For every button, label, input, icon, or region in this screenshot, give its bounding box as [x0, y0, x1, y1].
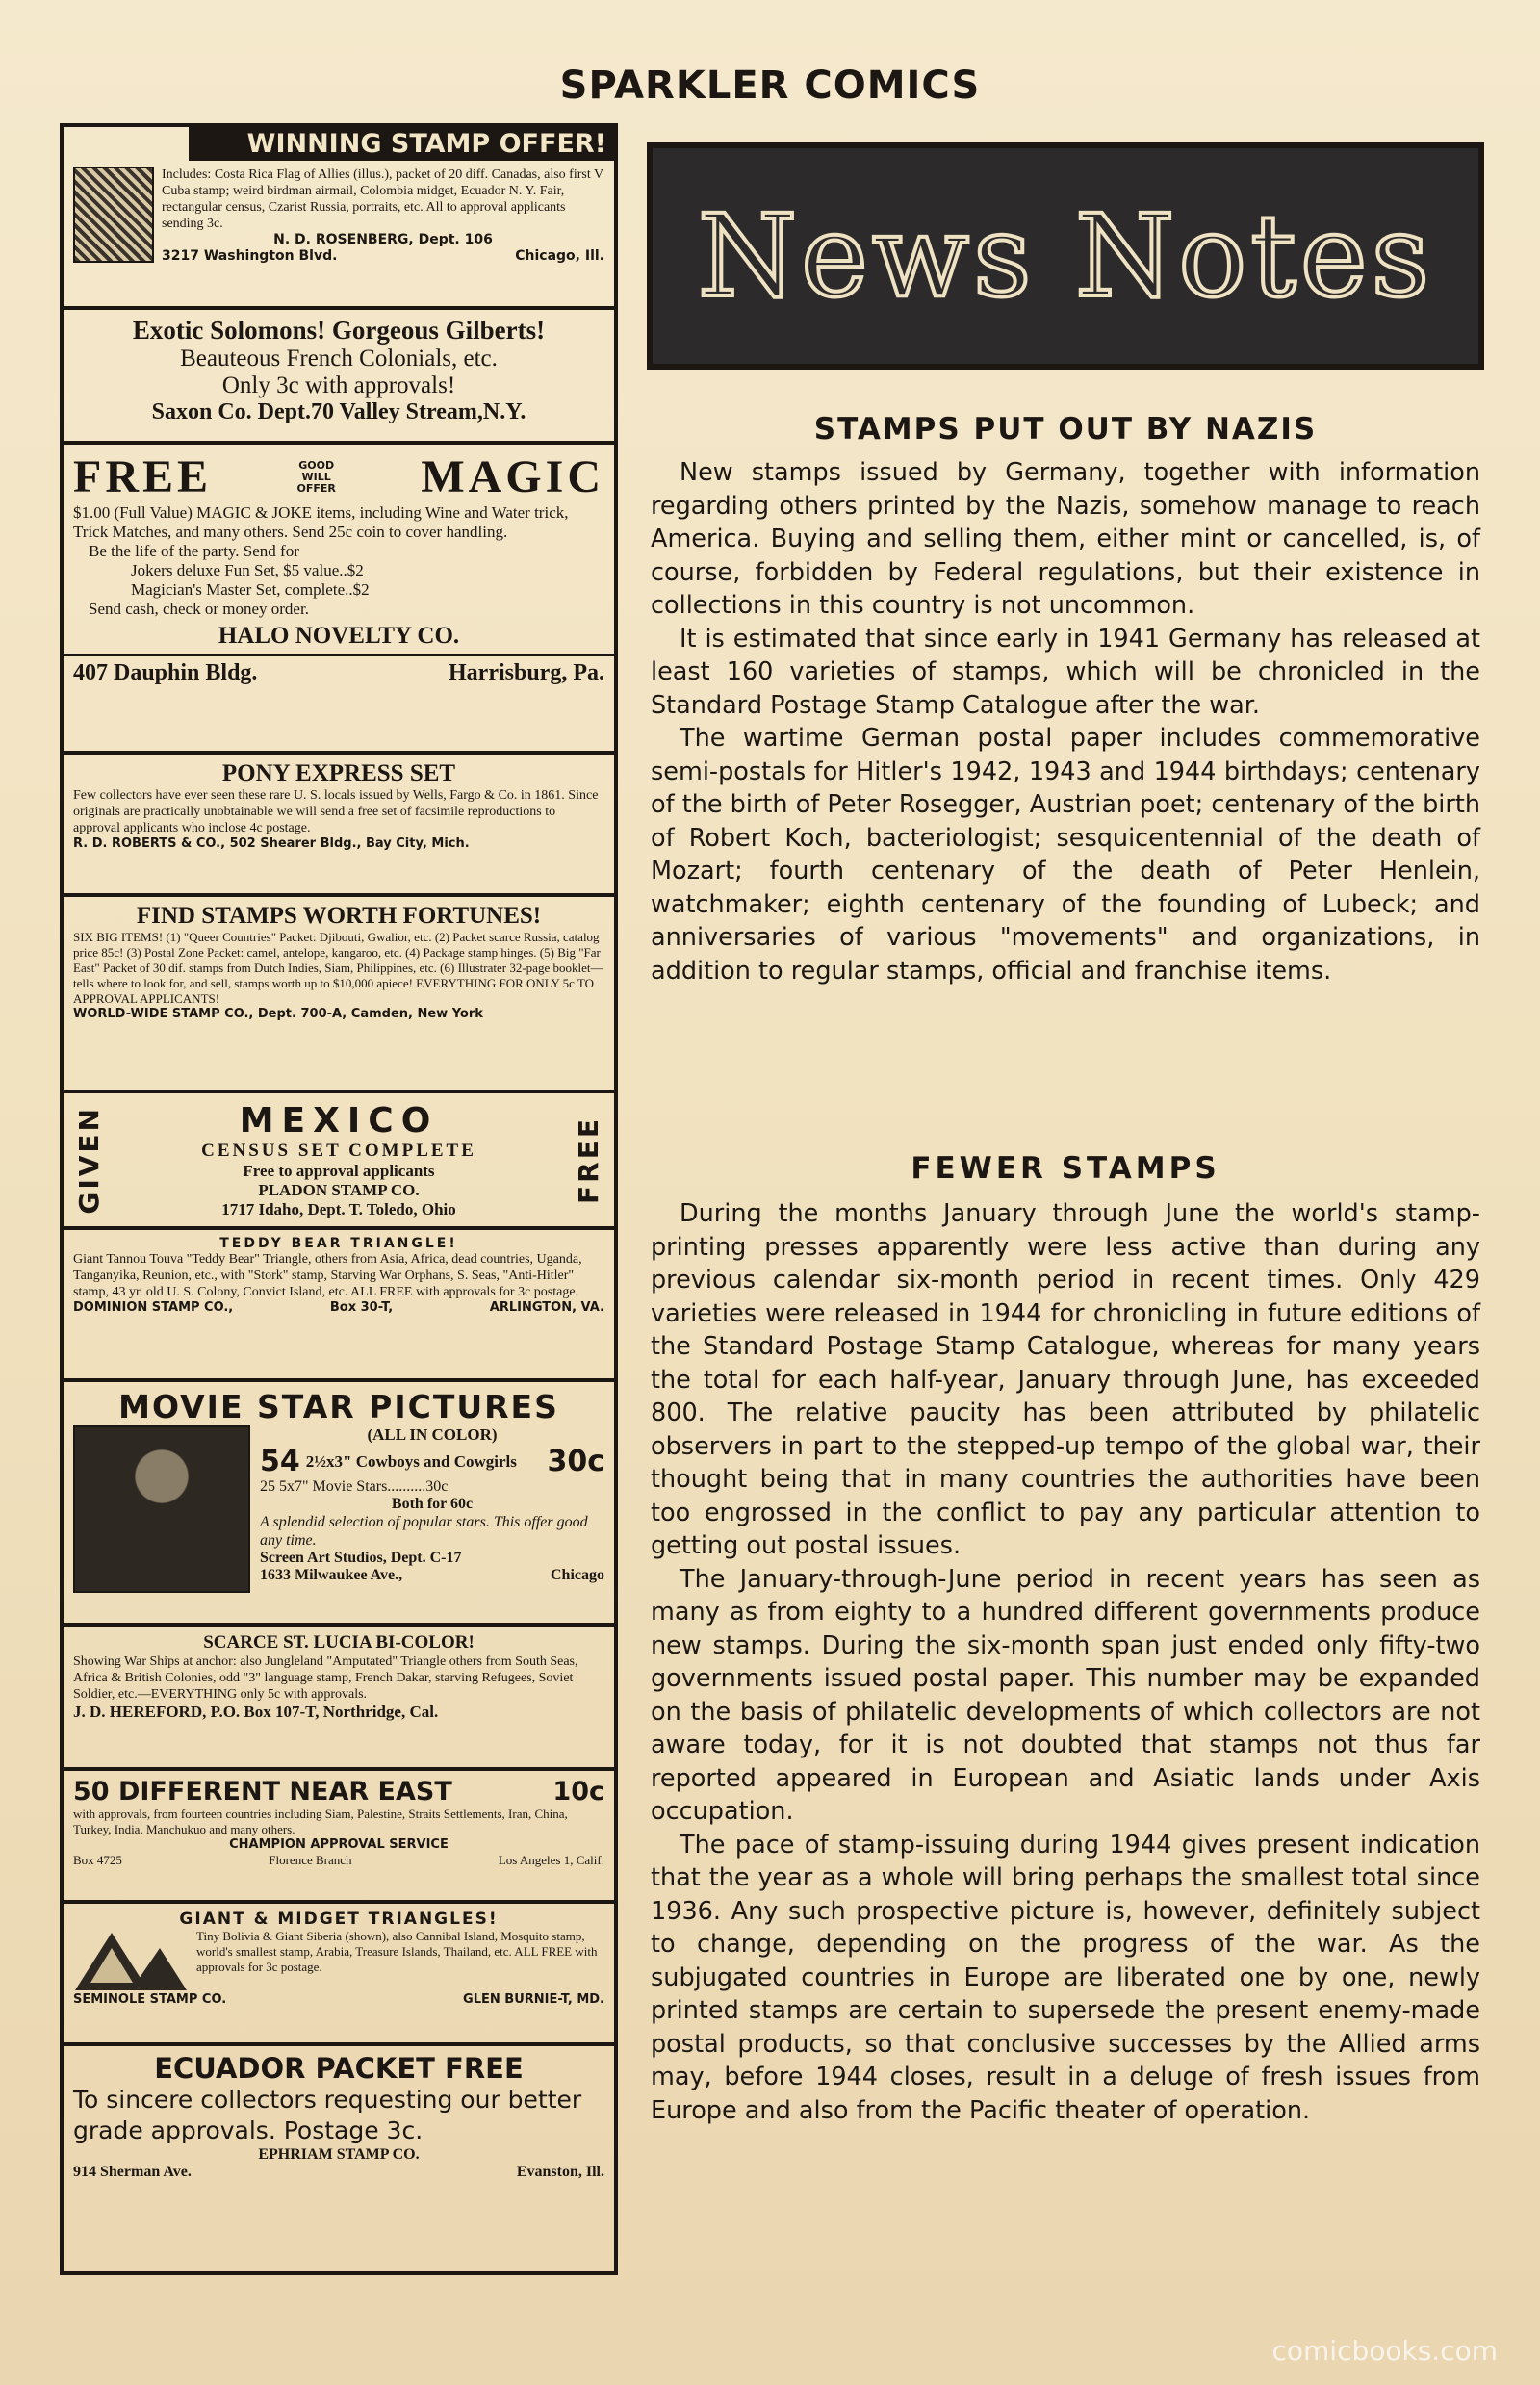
article-fewer-stamps: [651, 1151, 1480, 2127]
ad-company: CHAMPION APPROVAL SERVICE: [229, 1837, 449, 1852]
news-notes-banner: [647, 142, 1484, 370]
ad-address: 1633 Milwaukee Ave.,: [260, 1567, 403, 1583]
ad-title: PONY EXPRESS SET: [221, 760, 456, 786]
ad-column: [60, 123, 618, 2275]
ad-city: Chicago: [551, 1567, 604, 1583]
ad-subtitle: (ALL IN COLOR): [367, 1425, 498, 1444]
ad-line: Beauteous French Colonials, etc.: [180, 346, 498, 372]
ad-body: Showing War Ships at anchor: also Jungleland "Amputated" Triangle others from South Seas, Africa & British Colonies, odd "3" language stamp, French Dakar, starving Refugees, Soviet Soldier, etc.—EVERYTHING only 5c with approvals.: [73, 1654, 578, 1702]
ad-triangles: [64, 1904, 614, 2046]
triangle-stamps-icon: [73, 1929, 189, 1992]
ad-goodwill: GOOD WILL OFFER: [296, 458, 336, 495]
ad-line: Saxon Co. Dept.70 Valley Stream,N.Y.: [151, 399, 526, 424]
ad-price: 10c: [552, 1777, 604, 1807]
ad-fortunes: [64, 897, 614, 1093]
masthead: SPARKLER COMICS: [559, 64, 981, 108]
article-paragraph: New stamps issued by Germany, together with information regarding others printed by the Nazis, somehow manage to reach America. Buying and selling them, either mint or cancelled, is, of course, forbidden by Federal regulations, but their existence in collections in this country is not uncommon.: [651, 458, 1480, 620]
ad-title: FIND STAMPS WORTH FORTUNES!: [136, 903, 542, 929]
ad-title: GIANT & MIDGET TRIANGLES!: [179, 1910, 499, 1929]
ad-mexico: [64, 1093, 614, 1230]
ad-saxon: [64, 310, 614, 445]
ad-branch: Florence Branch: [269, 1853, 352, 1867]
ad-promo: A splendid selection of popular stars. This offer good any time.: [260, 1514, 588, 1549]
ad-body: $1.00 (Full Value) MAGIC & JOKE items, including Wine and Water trick, Trick Matches, and many others. Send 25c coin to cover handling.: [73, 503, 569, 541]
ad-item: Magician's Master Set, complete..$2: [131, 580, 370, 599]
ad-company: WORLD-WIDE STAMP CO., Dept. 700-A, Camden, New York: [73, 1007, 483, 1021]
ad-both: Both for 60c: [391, 1496, 474, 1512]
ad-body: Giant Tannou Touva "Teddy Bear" Triangle, others from Asia, Africa, dead countries, Uganda, Tanganyika, Reunion, etc., with "Stork" stamp, Starving War Orphans, S. Seas, "Anti-Hitler" stamp, 43 yr. old U. S. Colony, Convict Island, etc. ALL FREE with approvals for 3c postage.: [73, 1252, 582, 1299]
ad-line: CENSUS SET COMPLETE: [201, 1140, 476, 1161]
ad-title: MEXICO: [239, 1100, 439, 1141]
news-notes-title: News Notes: [697, 190, 1434, 322]
ad-body: with approvals, from fourteen countries including Siam, Palestine, Straits Settlements, Iran, China, Turkey, India, Manchukuo and many others.: [73, 1807, 568, 1836]
ad-title: MOVIE STAR PICTURES: [118, 1388, 559, 1425]
ad-company: J. D. HEREFORD, P.O. Box 107-T, Northridge, Cal.: [73, 1703, 439, 1721]
ad-company: SEMINOLE STAMP CO.: [73, 1992, 227, 2007]
ad-company: N. D. ROSENBERG, Dept. 106: [273, 232, 493, 247]
ad-title: TEDDY BEAR TRIANGLE!: [219, 1236, 458, 1251]
cowboy-photo: [73, 1425, 250, 1593]
ad-free: FREE: [573, 1116, 604, 1204]
ad-city: Harrisburg, Pa.: [449, 660, 604, 685]
ad-city: ARLINGTON, VA.: [489, 1300, 604, 1315]
ad-box: Box 4725: [73, 1853, 122, 1867]
ad-teddy-bear: [64, 1230, 614, 1382]
ad-magic: [64, 445, 614, 755]
article-paragraph: The wartime German postal paper includes commemorative semi-postals for Hitler's 1942, 1943 and 1944 birthdays; centenary of the birth of Peter Rosegger, Austrian poet; centenary of the birth of Robert Koch, bacteriologist; sesquicentennial of the death of Mozart; fourth centenary of the death of Peter Henlein, watchmaker; eighth centenary of the founding of Lubeck; and anniversaries of various "movements" and organizations, in addition to regular stamps, official and franchise items.: [651, 724, 1480, 986]
ad-given: GIVEN: [73, 1105, 105, 1215]
ad-price: 30c: [547, 1445, 604, 1478]
ad-num: 54: [260, 1445, 300, 1478]
ad-company: DOMINION STAMP CO.,: [73, 1300, 234, 1315]
ad-company: R. D. ROBERTS & CO., 502 Shearer Bldg., Bay City, Mich.: [73, 836, 470, 851]
ad-company: HALO NOVELTY CO.: [218, 623, 460, 649]
ad-winning-stamp: [64, 127, 614, 310]
article-heading: STAMPS PUT OUT BY NAZIS: [813, 412, 1318, 447]
ad-city: Evanston, Ill.: [516, 2164, 604, 2180]
ad-item: Jokers deluxe Fun Set, $5 value..$2: [131, 561, 364, 579]
ad-line: PLADON STAMP CO.: [258, 1180, 420, 1199]
article-nazi-stamps: [651, 412, 1480, 987]
ad-address: 3217 Washington Blvd.: [162, 248, 338, 264]
article-paragraph: During the months January through June the world's stamp-printing presses apparently were less active than during any previous calendar six-month period in recent times. Only 429 varieties were released in 1944 for chronicling in future editions of the Standard Postage Stamp Catalogue, whereas for many years the total for each half-year, January through June, has exceeded 800. The relative paucity has been attributed by philatelic observers in part to the stepped-up tempo of the global war, their thought being that in many countries the authorities have been too engrossed in the conflict to pay any particular attention to getting out postal issues.: [651, 1199, 1480, 1560]
ad-body: Few collectors have ever seen these rare U. S. locals issued by Wells, Fargo & Co. in 1861. Since originals are practically unobtainable we will send a free set of facsimile reproductions to approval applicants who inclose 4c postage.: [73, 788, 599, 835]
ad-city: Chicago, Ill.: [515, 248, 604, 264]
ad-address: 407 Dauphin Bldg.: [73, 660, 258, 685]
ad-body: Tiny Bolivia & Giant Siberia (shown), also Cannibal Island, Mosquito stamp, world's smallest stamp, Arabia, Treasure Islands, Thailand, etc. ALL FREE with approvals for 3c postage.: [196, 1929, 598, 1974]
ad-item: 25 5x7" Movie Stars..........30c: [260, 1478, 449, 1495]
ad-st-lucia: [64, 1627, 614, 1771]
article-paragraph: The January-through-June period in recent years has seen as many as from eighty to a hundred different governments produce new stamps. During the six-month span just ended only fifty-two governments issued postal paper. This number may be expanded on the basis of philatelic developments of which collectors are not aware today, for it is not doubted that stamps not thus far reported appeared in European and Asiatic lands under Axis occupation.: [651, 1564, 1480, 1826]
ad-body: To sincere collectors requesting our better grade approvals. Postage 3c.: [73, 2086, 582, 2144]
ad-title: Exotic Solomons! Gorgeous Gilberts!: [132, 316, 546, 345]
ad-city: Los Angeles 1, Calif.: [498, 1853, 604, 1867]
site-watermark: comicbooks.com: [1271, 2335, 1498, 2367]
article-paragraph: The pace of stamp-issuing during 1944 gives present indication that the year as a whole will bring perhaps the smallest total since 1936. Any such prospective picture is, however, definitely subject to change, depending on the progress of the war. As the subjugated countries in Europe are liberated one by one, newly printed stamps are certain to supersede the present enemy-made postal products, so that conclusive successes by the Allied arms may, before 1944 closes, result in a deluge of fresh issues from Europe and also from the Pacific theater of operation.: [651, 1830, 1480, 2125]
ad-line: Send cash, check or money order.: [89, 600, 309, 618]
ad-magic-title: MAGIC: [421, 451, 604, 502]
ad-line: 1717 Idaho, Dept. T. Toledo, Ohio: [221, 1199, 456, 1218]
ad-body: Includes: Costa Rica Flag of Allies (illus.), packet of 20 diff. Canadas, also first V Cuba stamp; weird birdman airmail, Colombia midget, Ecuador N. Y. Fair, rectangular census, Czarist Russia, portraits, etc. All to approval applicants sending 3c.: [162, 167, 603, 231]
ad-line: Only 3c with approvals!: [221, 372, 456, 398]
ad-title: 50 DIFFERENT NEAR EAST: [73, 1777, 452, 1807]
stamp-illustration: [73, 167, 154, 263]
ad-company: Screen Art Studios, Dept. C-17: [260, 1550, 462, 1566]
ad-title: SCARCE ST. LUCIA BI-COLOR!: [203, 1632, 475, 1653]
ad-item: 2½x3" Cowboys and Cowgirls: [305, 1452, 517, 1471]
ad-line: Be the life of the party. Send for: [89, 542, 299, 560]
ad-address: 914 Sherman Ave.: [73, 2164, 192, 2180]
ad-line: Free to approval applicants: [243, 1161, 435, 1180]
article-heading: FEWER STAMPS: [911, 1151, 1220, 1186]
ad-near-east: [64, 1771, 614, 1904]
ad-movie-star: [64, 1382, 614, 1627]
article-paragraph: It is estimated that since early in 1941 Germany has released at least 160 varieties of stamps, which will be chronicled in the Standard Postage Stamp Catalogue after the war.: [651, 624, 1480, 720]
ad-pony-express: [64, 755, 614, 897]
ad-company: EPHRIAM STAMP CO.: [258, 2146, 420, 2163]
ad-city: GLEN BURNIE-T, MD.: [463, 1992, 604, 2007]
ad-body: SIX BIG ITEMS! (1) "Queer Countries" Packet: Djibouti, Gwalior, etc. (2) Packet scarce Russia, catalog price 85c! (3) Postal Zone Packet: camel, antelope, kangaroo, etc. (4) Package stamp hinges. (5) Big "Far East" Packet of 30 dif. stamps from Dutch Indies, Siam, Philippines, etc. (6) Illustrater 32-page booklet—tells where to look for, and sell, stamps worth up to $10,000 apiece! EVERYTHING FOR ONLY 5c TO APPROVAL APPLICANTS!: [73, 930, 603, 1006]
ad-title: WINNING STAMP OFFER!: [189, 127, 614, 161]
ad-box: Box 30-T,: [329, 1300, 394, 1315]
ad-ecuador: [64, 2046, 614, 2271]
ad-title: ECUADOR PACKET FREE: [154, 2052, 524, 2085]
ad-free: FREE: [73, 451, 213, 502]
